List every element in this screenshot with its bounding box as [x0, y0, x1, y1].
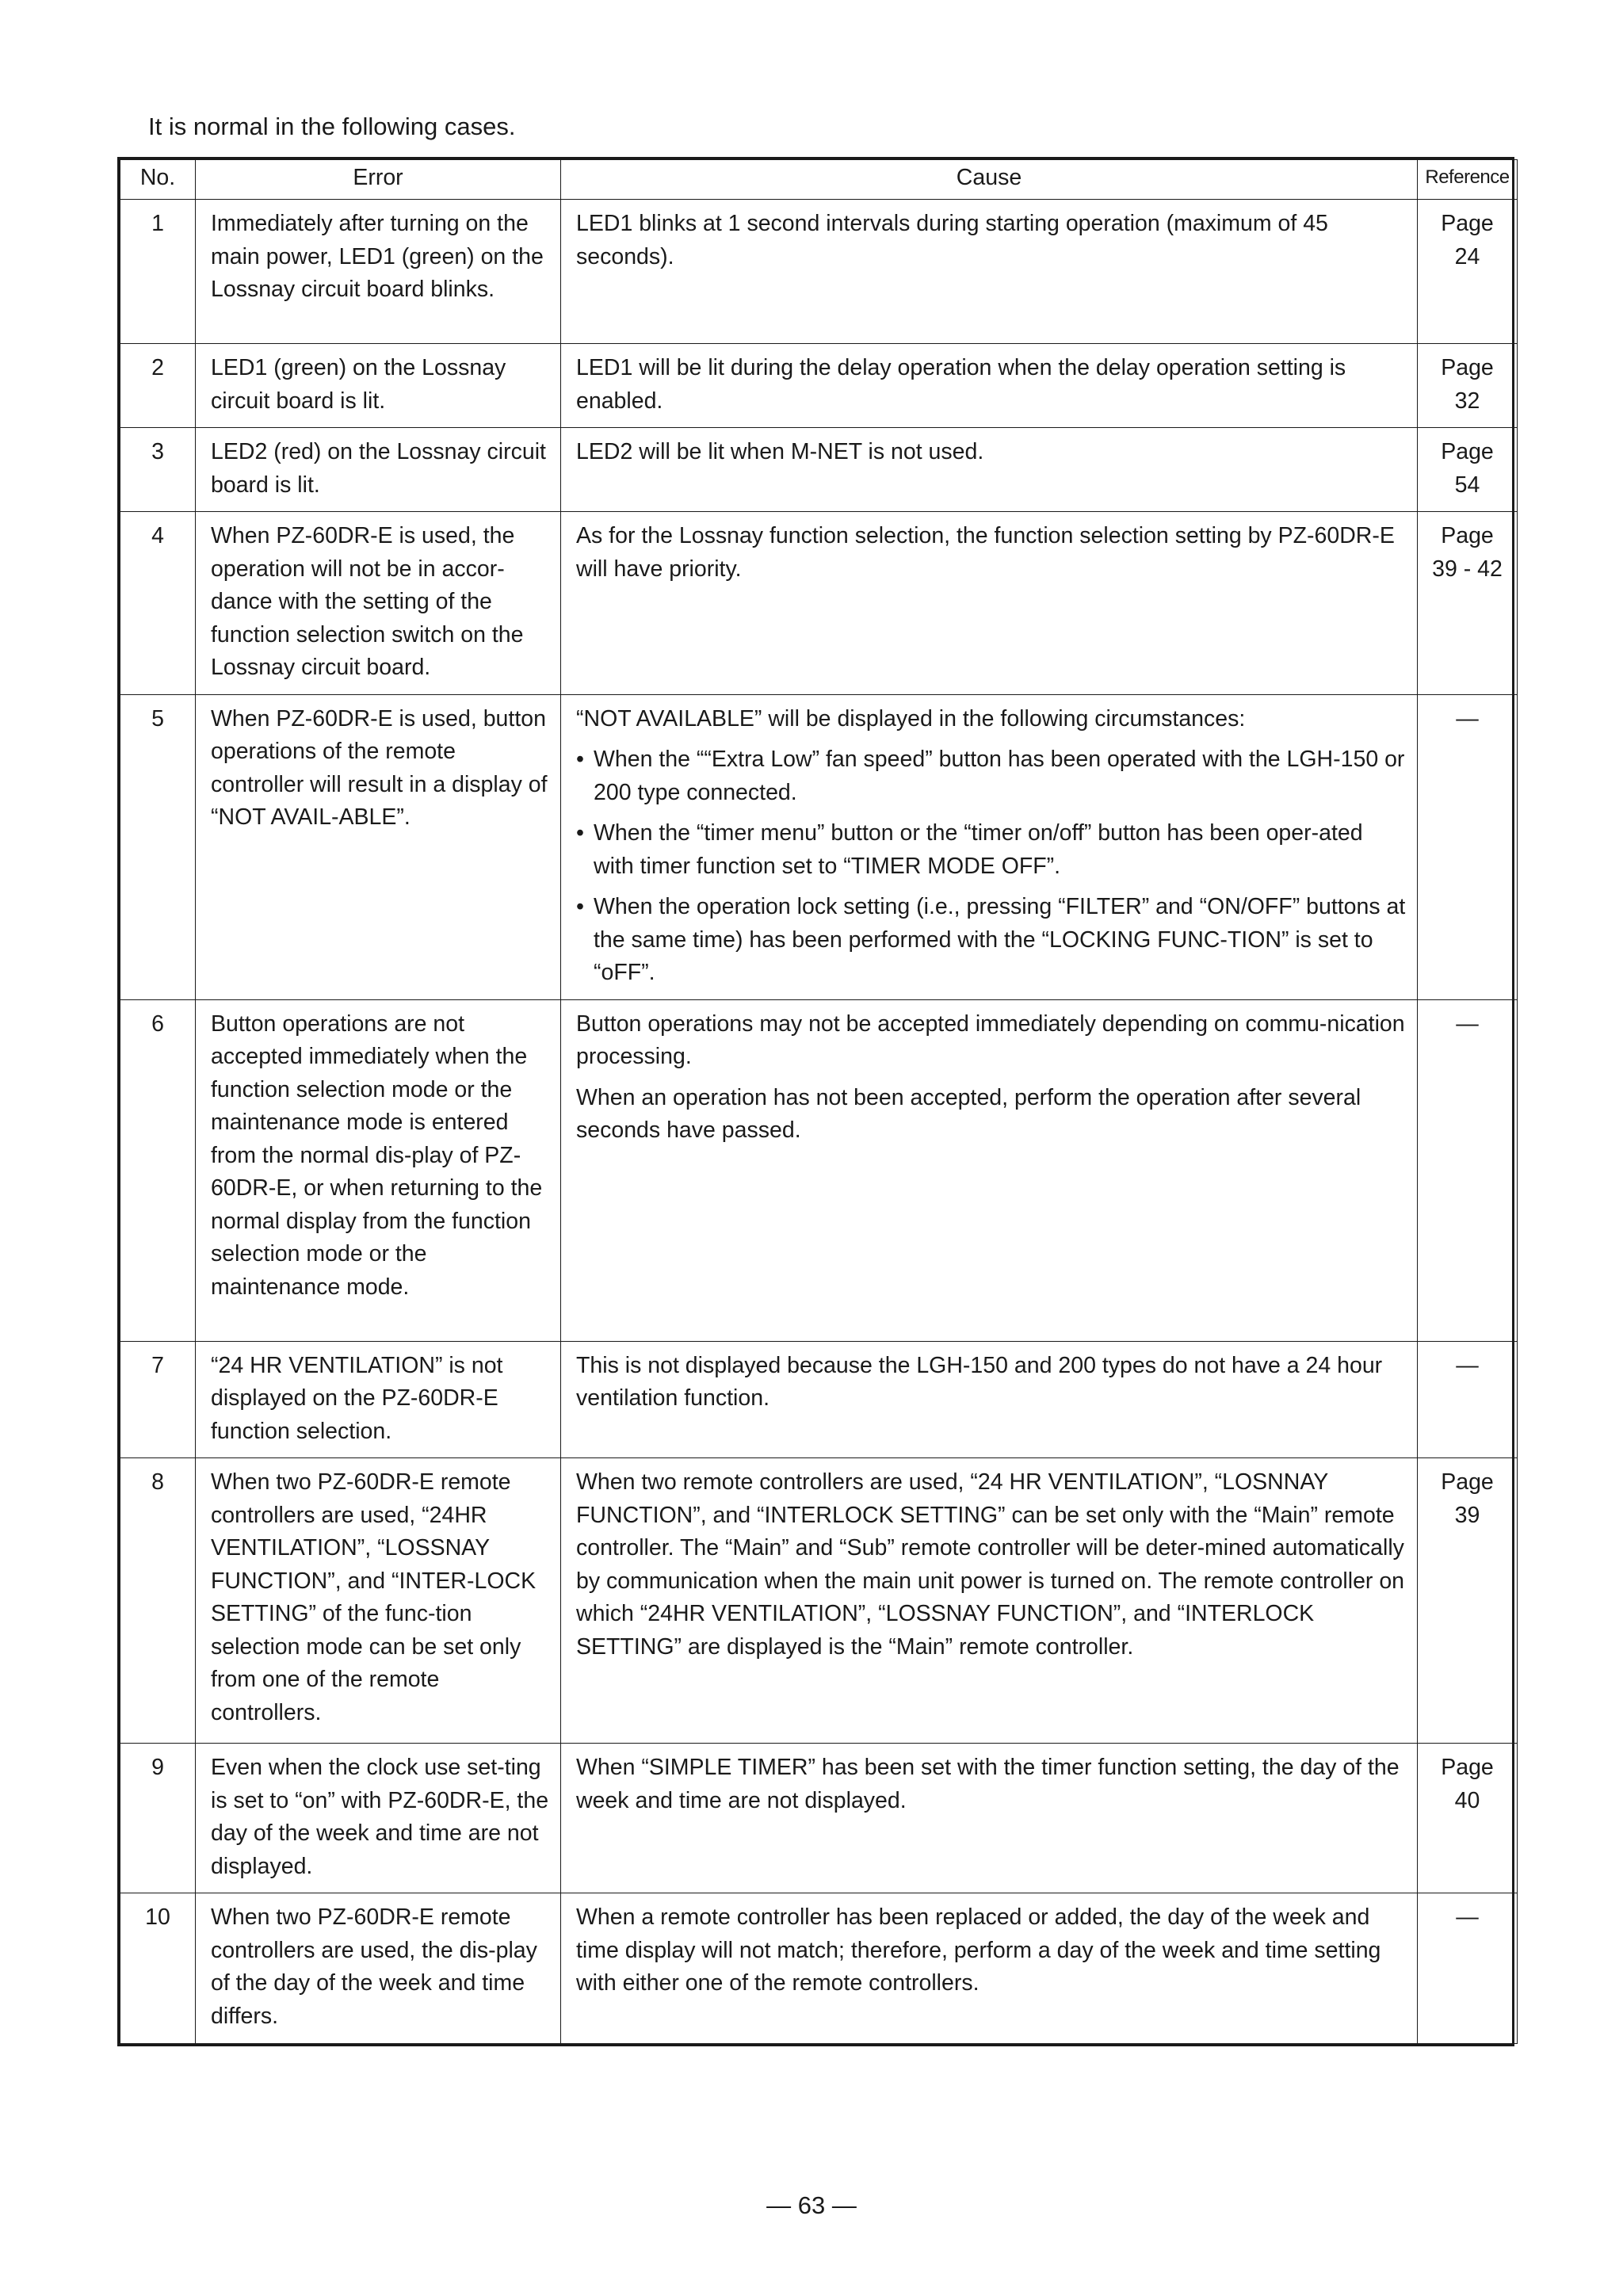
- error-cell: When two PZ-60DR-E remote controllers are used, the dis-play of the day of the week and time differs.: [196, 1893, 561, 2044]
- error-cell: LED2 (red) on the Lossnay circuit board is lit.: [196, 428, 561, 512]
- cause-paragraph: LED1 will be lit during the delay operation when the delay operation setting is enabled.: [576, 355, 1346, 414]
- page-number: — 63 —: [766, 2191, 857, 2219]
- cause-paragraph: LED1 blinks at 1 second intervals during starting operation (maximum of 45 seconds).: [576, 211, 1328, 269]
- cause-paragraph: When an operation has not been accepted, perform the operation after several seconds have passed.: [576, 1084, 1361, 1143]
- cause-cell: [561, 1341, 1418, 1458]
- table-body: [120, 200, 1518, 2044]
- reference-cell: —: [1418, 694, 1518, 999]
- reference-cell: Page 32: [1418, 344, 1518, 428]
- cause-paragraph: “NOT AVAILABLE” will be displayed in the following circumstances:: [576, 705, 1246, 732]
- error-cell: “24 HR VENTILATION” is not displayed on the PZ-60DR-E function selection.: [196, 1341, 561, 1458]
- header-reference: Reference: [1418, 160, 1518, 200]
- table-header-row: [120, 160, 1518, 200]
- reference-cell: Page 40: [1418, 1744, 1518, 1893]
- row-number: 1: [120, 200, 196, 344]
- cause-cell: [561, 999, 1418, 1341]
- cause-paragraph: When two remote controllers are used, “24 HR VENTILATION”, “LOSNNAY FUNCTION”, and “INTERLOCK SETTING” can be set only with the “Main” remote controller. The “Main” and “Sub” remote controller will be deter-mined automatically by communication when the main unit power is turned on. The remote controller on which “24HR VENTILATION”, “LOSSNAY FUNCTION”, and “INTERLOCK SETTING” are displayed is the “Main” remote controller.: [576, 1469, 1405, 1660]
- reference-cell: Page 24: [1418, 200, 1518, 344]
- table-row: [120, 999, 1518, 1341]
- cause-cell: [561, 428, 1418, 512]
- table-row: [120, 200, 1518, 344]
- table-row: [120, 694, 1518, 999]
- table-row: [120, 1893, 1518, 2044]
- bullet-text: When the operation lock setting (i.e., pressing “FILTER” and “ON/OFF” buttons at the same time) has been performed with the “LOCKING FUNC-TION” is set to “oFF”.: [594, 894, 1406, 985]
- error-cell: Button operations are not accepted immediately when the function selection mode or the maintenance mode is entered from the normal dis-play of PZ-60DR-E, or when returning to the normal display from the function selection mode or the maintenance mode.: [196, 999, 561, 1341]
- cause-paragraph: Button operations may not be accepted immediately depending on commu-nication processing.: [576, 1010, 1405, 1069]
- row-number: 4: [120, 512, 196, 695]
- bullet-dot: •: [576, 820, 584, 846]
- cause-cell: [561, 694, 1418, 999]
- error-cell: Even when the clock use set-ting is set to “on” with PZ-60DR-E, the day of the week and time are not displayed.: [196, 1744, 561, 1893]
- cause-paragraph: As for the Lossnay function selection, the function selection setting by PZ-60DR-E will have priority.: [576, 523, 1395, 582]
- cause-cell: [561, 1458, 1418, 1744]
- intro-text: It is normal in the following cases.: [148, 113, 516, 140]
- cause-paragraph: When a remote controller has been replaced or added, the day of the week and time display will not match; therefore, perform a day of the week and time setting with either one of the remote controllers.: [576, 1904, 1381, 1996]
- row-number: 9: [120, 1744, 196, 1893]
- table-row: [120, 512, 1518, 695]
- error-cell: When PZ-60DR-E is used, the operation will not be in accor-dance with the setting of the function selection switch on the Lossnay circuit board.: [196, 512, 561, 695]
- reference-cell: Page 39 - 42: [1418, 512, 1518, 695]
- row-number: 2: [120, 344, 196, 428]
- table-row: [120, 428, 1518, 512]
- bullet-text: When the ““Extra Low” fan speed” button has been operated with the LGH-150 or 200 type connected.: [594, 747, 1405, 805]
- header-no: No.: [120, 160, 196, 200]
- row-number: 7: [120, 1341, 196, 1458]
- cause-paragraph: LED2 will be lit when M-NET is not used.: [576, 439, 984, 464]
- cause-cell: [561, 1744, 1418, 1893]
- reference-cell: Page 39: [1418, 1458, 1518, 1744]
- cause-cell: [561, 200, 1418, 344]
- bullet-text: When the “timer menu” button or the “timer on/off” button has been oper-ated with timer function set to “TIMER MODE OFF”.: [594, 820, 1363, 879]
- cause-cell: [561, 512, 1418, 695]
- cause-bullet-item: [576, 891, 1406, 990]
- reference-cell: —: [1418, 1341, 1518, 1458]
- row-number: 8: [120, 1458, 196, 1744]
- row-number: 5: [120, 694, 196, 999]
- reference-cell: Page 54: [1418, 428, 1518, 512]
- header-error: Error: [196, 160, 561, 200]
- error-cell: When PZ-60DR-E is used, button operations of the remote controller will result in a display of “NOT AVAIL-ABLE”.: [196, 694, 561, 999]
- row-number: 6: [120, 999, 196, 1341]
- cause-cell: [561, 1893, 1418, 2044]
- table-row: [120, 1341, 1518, 1458]
- reference-cell: —: [1418, 1893, 1518, 2044]
- cause-bullet-item: [576, 817, 1406, 883]
- error-cell: LED1 (green) on the Lossnay circuit board is lit.: [196, 344, 561, 428]
- cause-bullet-item: [576, 743, 1406, 809]
- cause-paragraph: When “SIMPLE TIMER” has been set with the timer function setting, the day of the week and time are not displayed.: [576, 1755, 1400, 1813]
- header-cause: Cause: [561, 160, 1418, 200]
- bullet-dot: •: [576, 747, 584, 772]
- cause-paragraph: This is not displayed because the LGH-150 and 200 types do not have a 24 hour ventilation function.: [576, 1352, 1383, 1411]
- reference-cell: —: [1418, 999, 1518, 1341]
- row-number: 3: [120, 428, 196, 512]
- table-row: [120, 1744, 1518, 1893]
- table-row: [120, 344, 1518, 428]
- row-number: 10: [120, 1893, 196, 2044]
- table-row: [120, 1458, 1518, 1744]
- error-cell: Immediately after turning on the main power, LED1 (green) on the Lossnay circuit board blinks.: [196, 200, 561, 344]
- cause-cell: [561, 344, 1418, 428]
- error-cell: When two PZ-60DR-E remote controllers are used, “24HR VENTILATION”, “LOSSNAY FUNCTION”, and “INTER-LOCK SETTING” of the func-tion selection mode can be set only from one of the remote controllers.: [196, 1458, 561, 1744]
- bullet-dot: •: [576, 894, 584, 919]
- troubleshooting-table: [117, 157, 1514, 2046]
